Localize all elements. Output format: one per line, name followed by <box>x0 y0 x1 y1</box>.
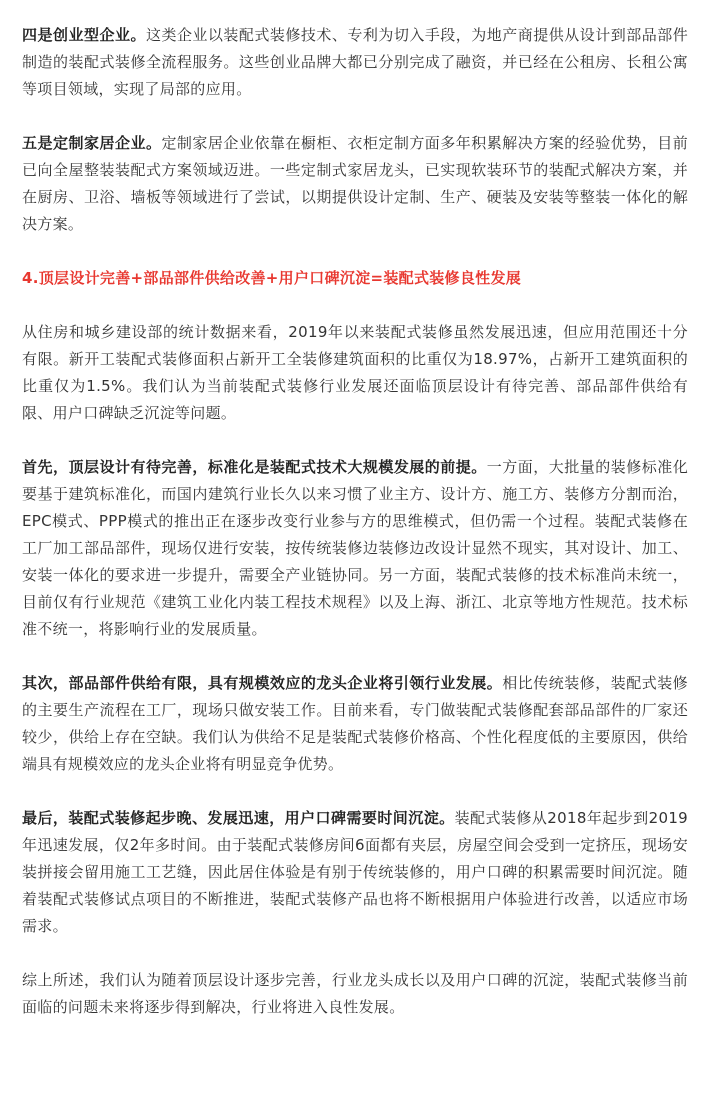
paragraph-startup-enterprises <box>22 22 688 103</box>
paragraph-spacer <box>22 940 688 967</box>
paragraph-spacer <box>22 103 688 130</box>
paragraph-user-reputation <box>22 805 688 940</box>
paragraph-text: 从住房和城乡建设部的统计数据来看，2019年以来装配式装修虽然发展迅速，但应用范围还十分有限。新开工装配式装修面积占新开工全装修建筑面积的比重仅为18.97%，占新开工建筑面积的比重仅为1.5%。我们认为当前装配式装修行业发展还面临顶层设计有待完善、部品部件供给有限、用户口碑缺乏沉淀等问题。 <box>22 323 688 422</box>
paragraph-statistics <box>22 319 688 427</box>
paragraph-lead: 其次，部品部件供给有限，具有规模效应的龙头企业将引领行业发展。 <box>22 674 503 692</box>
paragraph-lead: 最后，装配式装修起步晚、发展迅速，用户口碑需要时间沉淀。 <box>22 809 455 827</box>
article-body <box>22 22 688 1021</box>
paragraph-supply-limits <box>22 670 688 778</box>
paragraph-text: 定制家居企业依靠在橱柜、衣柜定制方面多年积累解决方案的经验优势，目前已向全屋整装装配式方案领域迈进。一些定制式家居龙头，已实现软装环节的装配式解决方案，并在厨房、卫浴、墙板等领域进行了尝试，以期提供设计定制、生产、硬装及安装等整装一体化的解决方案。 <box>22 134 688 233</box>
paragraph-spacer <box>22 238 688 265</box>
paragraph-lead: 五是定制家居企业。 <box>22 134 162 152</box>
paragraph-lead: 四是创业型企业。 <box>22 26 146 44</box>
section-heading: 4.顶层设计完善+部品部件供给改善+用户口碑沉淀=装配式装修良性发展 <box>22 269 522 287</box>
paragraph-text: 相比传统装修，装配式装修的主要生产流程在工厂，现场只做安装工作。目前来看，专门做装配式装修配套部品部件的厂家还较少，供给上存在空缺。我们认为供给不足是装配式装修价格高、个性化程度低的主要原因，供给端具有规模效应的龙头企业将有明显竞争优势。 <box>22 674 688 773</box>
paragraph-conclusion <box>22 967 688 1021</box>
paragraph-custom-furniture-enterprises <box>22 130 688 238</box>
paragraph-spacer <box>22 643 688 670</box>
paragraph-text: 综上所述，我们认为随着顶层设计逐步完善，行业龙头成长以及用户口碑的沉淀，装配式装修当前面临的问题未来将逐步得到解决，行业将进入良性发展。 <box>22 971 688 1016</box>
paragraph-spacer <box>22 427 688 454</box>
paragraph-spacer <box>22 292 688 319</box>
paragraph-lead: 首先，顶层设计有待完善，标准化是装配式技术大规模发展的前提。 <box>22 458 487 476</box>
paragraph-text: 装配式装修从2018年起步到2019年迅速发展，仅2年多时间。由于装配式装修房间6面都有夹层，房屋空间会受到一定挤压，现场安装拼接会留用施工工艺缝，因此居住体验是有别于传统装修的，用户口碑的积累需要时间沉淀。随着装配式装修试点项目的不断推进，装配式装修产品也将不断根据用户体验进行改善，以适应市场需求。 <box>22 809 689 935</box>
paragraph-top-level-design <box>22 454 688 643</box>
paragraph-spacer <box>22 778 688 805</box>
paragraph-text: 这类企业以装配式装修技术、专利为切入手段，为地产商提供从设计到部品部件制造的装配式装修全流程服务。这些创业品牌大都已分别完成了融资，并已经在公租房、长租公寓等项目领域，实现了局部的应用。 <box>22 26 688 98</box>
paragraph-text: 一方面，大批量的装修标准化要基于建筑标准化，而国内建筑行业长久以来习惯了业主方、设计方、施工方、装修方分割而治，EPC模式、PPP模式的推出正在逐步改变行业参与方的思维模式，但仍需一个过程。装配式装修在工厂加工部品部件，现场仅进行安装，按传统装修边装修边改设计显然不现实，其对设计、加工、安装一体化的要求进一步提升，需要全产业链协同。另一方面，装配式装修的技术标准尚未统一，目前仅有行业规范《建筑工业化内装工程技术规程》以及上海、浙江、北京等地方性规范。技术标准不统一，将影响行业的发展质量。 <box>22 458 688 638</box>
